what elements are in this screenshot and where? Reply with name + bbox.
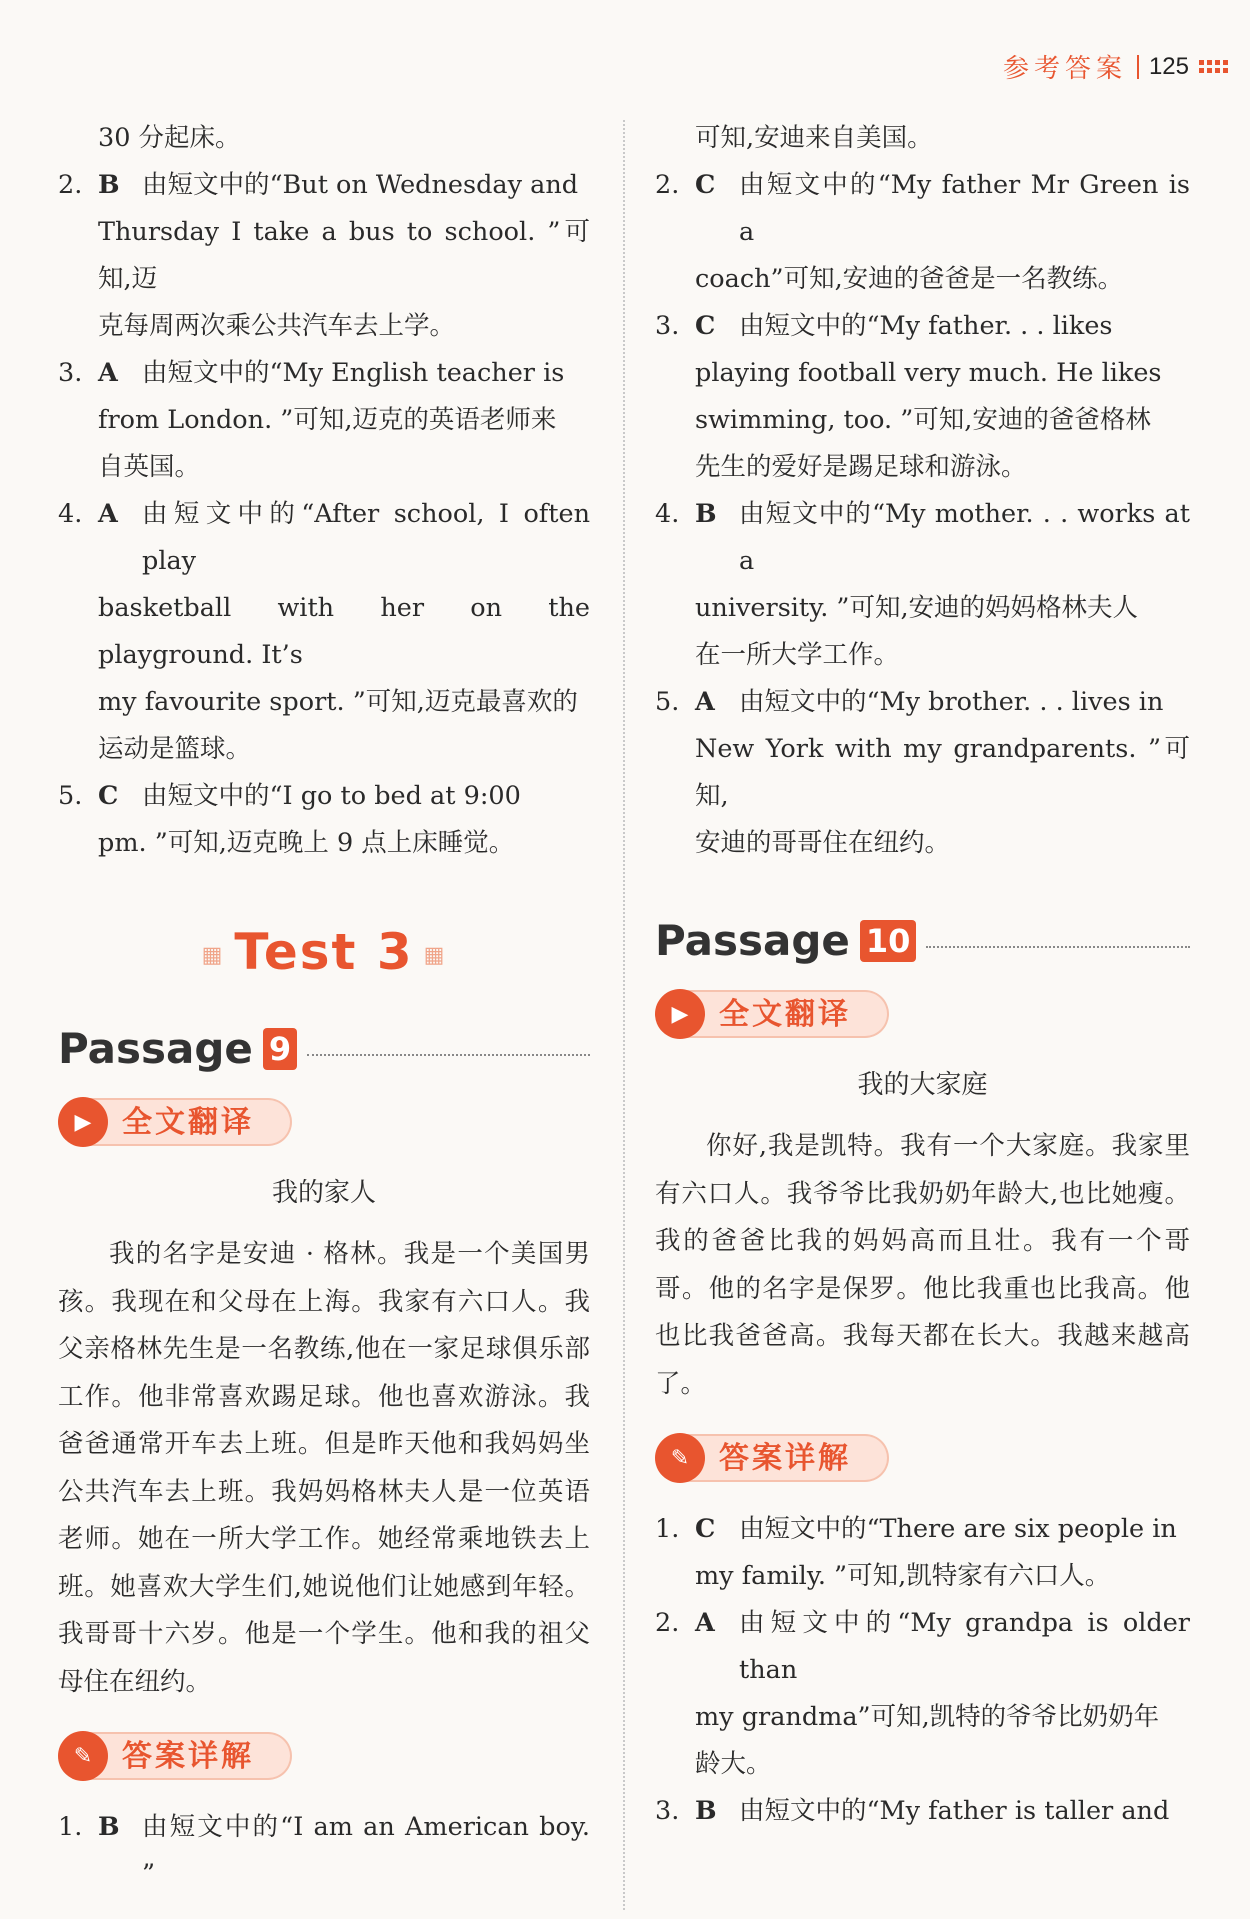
explanation-line: 由短文中的“My father is taller and <box>739 1796 1170 1826</box>
passage-number: 10 <box>860 920 917 962</box>
explanation-line: 由短文中的“My grandpa is older than <box>739 1608 1190 1685</box>
answer-list <box>58 162 590 867</box>
passage-heading <box>655 917 1190 964</box>
answer-item <box>655 1506 1190 1600</box>
dotted-rule <box>307 1054 590 1056</box>
explanation-line: 先生的爱好是踢足球和游泳。 <box>695 452 1027 482</box>
left-column <box>58 115 590 1898</box>
passage-heading <box>58 1025 590 1072</box>
explanation-text <box>142 1804 590 1898</box>
answer-letter: B <box>98 1812 120 1842</box>
item-number: 4. <box>655 499 680 529</box>
explanation-line: 安迪的哥哥住在纽约。 <box>695 828 951 858</box>
explanation-line: pm. ”可知,迈克晚上 9 点上床睡觉。 <box>98 828 515 858</box>
explanation-text <box>695 1506 1190 1600</box>
header-separator <box>1137 55 1139 79</box>
story-text: 你好,我是凯特。我有一个大家庭。我家里有六口人。我爷爷比我奶奶年龄大,也比她瘦。我的爸爸比我的妈妈高而且壮。我有一个哥哥。他的名字是保罗。他比我重也比我高。他也比我爸爸高。我每天都在长大。我越来越高了。 <box>655 1131 1190 1399</box>
explanation-line: swimming, too. ”可知,安迪的爸爸格林 <box>695 405 1151 435</box>
passage-word: Passage <box>655 916 850 965</box>
answers-tag <box>58 1728 590 1784</box>
translation-tag <box>655 986 1190 1042</box>
item-number: 3. <box>58 358 83 388</box>
explanation-text <box>98 491 590 773</box>
answer-item <box>655 303 1190 491</box>
item-number: 2. <box>655 1608 680 1638</box>
explanation-line: 运动是篮球。 <box>98 734 252 764</box>
answer-letter: A <box>695 687 715 717</box>
continuation-text: 30 分起床。 <box>98 123 241 153</box>
pencil-icon: ✎ <box>58 1731 108 1781</box>
item-number: 1. <box>58 1812 83 1842</box>
item-number: 3. <box>655 311 680 341</box>
explanation-line: my grandma”可知,凯特的爷爷比奶奶年 <box>695 1702 1160 1732</box>
item-number: 4. <box>58 499 83 529</box>
explanation-line: my favourite sport. ”可知,迈克最喜欢的 <box>98 687 578 717</box>
explanation-line: 龄大。 <box>695 1749 772 1779</box>
explanation-line: 由短文中的“My brother. . . lives in <box>739 687 1164 717</box>
section-label: 参考答案 <box>1002 54 1127 84</box>
answer-letter: B <box>98 170 120 200</box>
explanation-line: 由短文中的“But on Wednesday and <box>142 170 579 200</box>
story-title: 我的大家庭 <box>857 1070 988 1100</box>
dotted-rule <box>926 946 1190 948</box>
test-title-text: Test 3 <box>234 923 414 981</box>
explanation-text <box>98 350 590 491</box>
page-number: 125 <box>1148 52 1189 80</box>
dots-icon <box>1199 60 1228 73</box>
answer-item <box>655 491 1190 679</box>
answer-item <box>58 491 590 773</box>
answer-list <box>58 1804 590 1898</box>
explanation-line: playing football very much. He likes <box>695 358 1162 388</box>
answer-letter: B <box>695 499 717 529</box>
explanation-line: New York with my grandparents. ”可知, <box>695 734 1190 811</box>
explanation-line: 由短文中的“My mother. . . works at a <box>739 499 1190 576</box>
explanation-line: 由短文中的“I go to bed at 9:00 <box>142 781 521 811</box>
answer-letter: A <box>98 358 118 388</box>
explanation-text <box>98 162 590 350</box>
right-column <box>655 115 1190 1835</box>
answer-item <box>655 679 1190 867</box>
explanation-text <box>695 679 1190 867</box>
answer-item <box>655 1600 1190 1788</box>
decor-icon: ▦ <box>423 943 447 968</box>
answer-letter: B <box>695 1796 717 1826</box>
explanation-line: 由短文中的“My English teacher is <box>142 358 565 388</box>
answer-letter: C <box>98 781 119 811</box>
play-icon: ▶ <box>58 1097 108 1147</box>
explanation-line: 自英国。 <box>98 452 201 482</box>
page-header <box>1003 48 1228 85</box>
translation-tag <box>58 1094 590 1150</box>
answer-letter: C <box>695 311 716 341</box>
story-text: 我的名字是安迪 · 格林。我是一个美国男孩。我现在和父母在上海。我家有六口人。我父亲格林先生是一名教练,他在一家足球俱乐部工作。他非常喜欢踢足球。他也喜欢游泳。我爸爸通常开车去上班。但是昨天他和我妈妈坐公共汽车去上班。我妈妈格林夫人是一位英语老师。她在一所大学工作。她经常乘地铁去上班。她喜欢大学生们,她说他们让她感到年轻。我哥哥十六岁。他是一个学生。他和我的祖父母住在纽约。 <box>58 1239 590 1697</box>
answer-item <box>58 773 590 867</box>
answers-label: 答案详解 <box>683 1434 889 1482</box>
column-divider <box>623 120 625 1910</box>
answer-item <box>655 162 1190 303</box>
passage-word: Passage <box>58 1024 253 1073</box>
explanation-text <box>695 162 1190 303</box>
answer-item <box>58 1804 590 1898</box>
explanation-text <box>98 773 590 867</box>
item-number: 5. <box>58 781 83 811</box>
answer-list <box>655 1506 1190 1835</box>
play-icon: ▶ <box>655 989 705 1039</box>
item-number: 1. <box>655 1514 680 1544</box>
explanation-line: 由短文中的“After school, I often play <box>142 499 590 576</box>
item-number: 2. <box>58 170 83 200</box>
explanation-line: 在一所大学工作。 <box>695 640 900 670</box>
continuation-text: 可知,安迪来自美国。 <box>695 123 933 153</box>
explanation-line: 由短文中的“My father. . . likes <box>739 311 1113 341</box>
explanation-line: Thursday I take a bus to school. ”可知,迈 <box>98 217 590 294</box>
explanation-line: university. ”可知,安迪的妈妈格林夫人 <box>695 593 1139 623</box>
explanation-line: 由短文中的“There are six people in <box>739 1514 1177 1544</box>
explanation-line: 克每周两次乘公共汽车去上学。 <box>98 311 456 341</box>
explanation-text <box>695 1600 1190 1788</box>
answers-label: 答案详解 <box>86 1732 292 1780</box>
explanation-text <box>739 1788 1190 1835</box>
answers-tag <box>655 1430 1190 1486</box>
explanation-line: basketball with her on the playground. It’s <box>98 593 590 670</box>
answer-item <box>655 1788 1190 1835</box>
decor-icon: ▦ <box>201 943 225 968</box>
explanation-line: my family. ”可知,凯特家有六口人。 <box>695 1561 1111 1591</box>
answer-item <box>58 162 590 350</box>
item-number: 3. <box>655 1796 680 1826</box>
test-title <box>58 923 590 981</box>
explanation-line: 由短文中的“My father Mr Green is a <box>739 170 1190 247</box>
answer-letter: A <box>695 1608 715 1638</box>
story-title: 我的家人 <box>271 1178 376 1208</box>
item-number: 5. <box>655 687 680 717</box>
answer-item <box>58 350 590 491</box>
explanation-line: 由短文中的“I am an American boy. ” <box>142 1812 590 1889</box>
answer-letter: A <box>98 499 118 529</box>
answer-letter: C <box>695 1514 716 1544</box>
explanation-line: from London. ”可知,迈克的英语老师来 <box>98 405 557 435</box>
explanation-text <box>695 303 1190 491</box>
translation-label: 全文翻译 <box>86 1098 292 1146</box>
pencil-icon: ✎ <box>655 1433 705 1483</box>
answer-list <box>655 162 1190 867</box>
passage-number: 9 <box>263 1028 297 1070</box>
explanation-text <box>695 491 1190 679</box>
explanation-line: coach”可知,安迪的爸爸是一名教练。 <box>695 264 1124 294</box>
translation-label: 全文翻译 <box>683 990 889 1038</box>
answer-letter: C <box>695 170 716 200</box>
item-number: 2. <box>655 170 680 200</box>
